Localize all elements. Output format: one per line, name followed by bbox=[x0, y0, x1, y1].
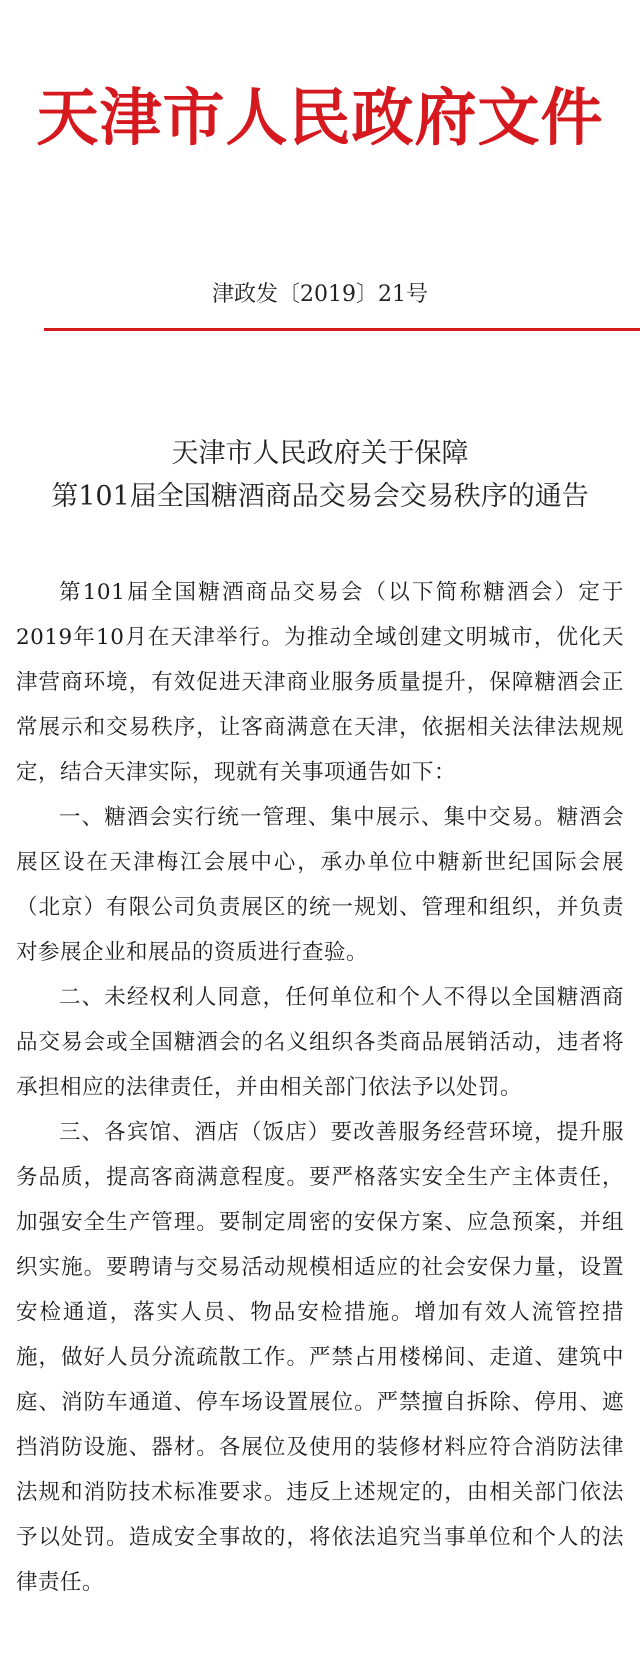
body-paragraph-1: 一、糖酒会实行统一管理、集中展示、集中交易。糖酒会展区设在天津梅江会展中心，承办单位中糖新世纪国际会展（北京）有限公司负责展区的统一规划、管理和组织，并负责对参展企业和展品的资质进行查验。 bbox=[16, 805, 624, 965]
body-paragraph-2: 二、未经权利人同意，任何单位和个人不得以全国糖酒商品交易会或全国糖酒会的名义组织各类商品展销活动，违者将承担相应的法律责任，并由相关部门依法予以处罚。 bbox=[16, 985, 624, 1100]
body-paragraph-intro: 第101届全国糖酒商品交易会（以下简称糖酒会）定于2019年10月在天津举行。为推动全域创建文明城市，优化天津营商环境，有效促进天津商业服务质量提升，保障糖酒会正常展示和交易秩序，让客商满意在天津，依据相关法律法规规定，结合天津实际，现就有关事项通告如下： bbox=[16, 580, 624, 785]
red-divider-line bbox=[44, 328, 640, 331]
body-paragraph-3: 三、各宾馆、酒店（饭店）要改善服务经营环境，提升服务品质，提高客商满意程度。要严格落实安全生产主体责任，加强安全生产管理。要制定周密的安保方案、应急预案，并组织实施。要聘请与交易活动规模相适应的社会安保力量，设置安检通道，落实人员、物品安检措施。增加有效人流管控措施，做好人员分流疏散工作。严禁占用楼梯间、走道、建筑中庭、消防车通道、停车场设置展位。严禁擅自拆除、停用、遮挡消防设施、器材。各展位及使用的装修材料应符合消防法律法规和消防技术标准要求。违反上述规定的，由相关部门依法予以处罚。造成安全事故的，将依法追究当事单位和个人的法律责任。 bbox=[16, 1120, 624, 1595]
issuer-header: 天津市人民政府文件 bbox=[36, 81, 604, 154]
document-title bbox=[0, 432, 640, 518]
document-number: 津政发〔2019〕21号 bbox=[212, 282, 428, 307]
document-body bbox=[16, 570, 624, 1605]
title-line-1: 天津市人民政府关于保障 bbox=[171, 438, 469, 469]
title-line-2: 第101届全国糖酒商品交易会交易秩序的通告 bbox=[51, 481, 589, 512]
